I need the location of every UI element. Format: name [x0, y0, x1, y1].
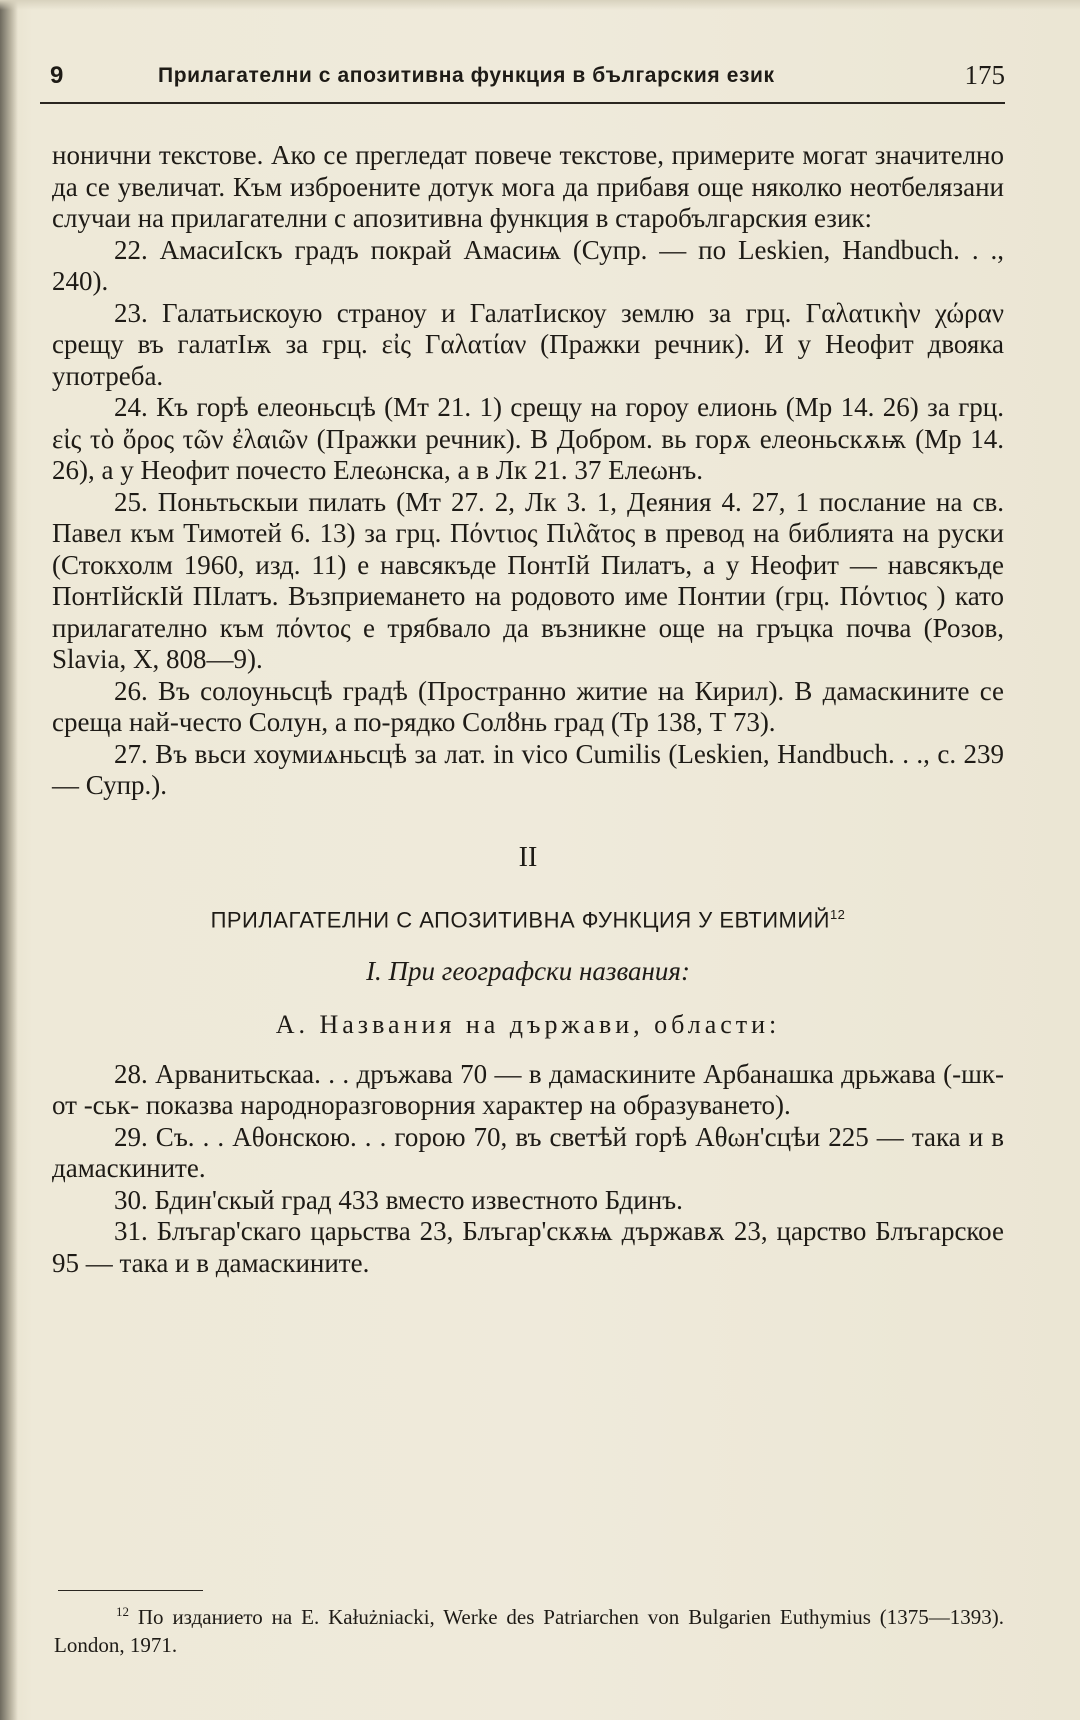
section-number: II [518, 841, 538, 873]
signature-number: 9 [50, 62, 64, 89]
section-title [52, 899, 1004, 936]
running-head [50, 58, 1005, 98]
example-26: 26. Въ солоуньсцѣ градѣ (Пространно житие на Кирил). В дамаскините се среща най-често Солун, а по-рядко Солȣнь град (Тр 138, Т 73). [52, 675, 1004, 737]
binding-shadow [0, 0, 18, 1720]
header-rule [40, 102, 1005, 104]
page-top-edge [0, 0, 1080, 10]
footnote-text: По изданието на E. Kałużniacki, Werke des Patriarchen von Bulgarien Euthymius (1375—1393). London, 1971. [54, 1605, 1005, 1657]
footnote-mark: 12 [116, 1604, 129, 1619]
example-27: 27. Въ вьси хоумиѧньсцѣ за лат. in vico Cumilis (Leskien, Handbuch. . ., с. 239 — Супр.). [52, 738, 1004, 800]
example-30: 30. Бдин'скый град 433 вместо известното Бдинъ. [114, 1184, 683, 1215]
footnote [54, 1598, 1004, 1659]
example-24: 24. Къ горѣ елеоньсцѣ (Мт 21. 1) срещу на гороу елионь (Мр 14. 26) за грц. εἰς τὸ ὄρος τῶν ἐλαιῶν (Пражки речник). В Добром. вь горѫ елеоньскѫѭ (Мр 14. 26), а у Неофит почесто Елеωнска, а в Лк 21. 37 Елеωнъ. [52, 392, 1004, 485]
subsection-heading: А. Названия на държави, области: [275, 1010, 781, 1040]
example-22: 22. АмасиIскъ градъ покрай Амасиѩ (Супр. — по Leskien, Handbuch. . ., 240). [52, 234, 1004, 296]
example-23: 23. Галатьискоую страноу и ГалатIискоу землю за грц. Γαλατικὴν χώραν срещу въ галатIѭ за грц. εἰς Γαλατίαν (Пражки речник). И у Неофит двояка употреба. [52, 297, 1004, 391]
footnote-rule [58, 1590, 203, 1591]
footnote-reference: 12 [829, 907, 846, 922]
main-text [52, 140, 1004, 1279]
page-number: 175 [964, 60, 1005, 90]
example-28: 28. Арванитьскаа. . . дръжава 70 — в дамаскините Арбанашка дрьжава (-шк- от -ськ- показва народноразговорния характер на образуването). [52, 1058, 1004, 1121]
subsection-title: I. При географски названия: [366, 955, 690, 986]
paragraph-continuation: нонични текстове. Ако се прегледат повече текстове, примерите могат значително да се увеличат. Към изброените дотук мога да прибавя още няколко неотбелязани случаи на прилагателни с апозитивна функция в старобългарския език: [52, 140, 1004, 233]
section-title-text: ПРИЛАГАТЕЛНИ С АПОЗИТИВНА ФУНКЦИЯ У ЕВТИМИЙ [210, 907, 830, 933]
example-25: 25. Поньтьскыи пилать (Мт 27. 2, Лк 3. 1, Деяния 4. 27, 1 послание на св. Павел към Тимотей 6. 13) за грц. Πόντιος Πιλᾶτος в превод на библията на руски (Стокхолм 1960, изд. 11) е навсякъде ПонтIй Пилатъ, а у Неофит — навсякъде ПонтIйскIй ПIлатъ. Възприемането на родовото име Понтии (грц. Πόντιος ) като прилагателно към πόντος е трябвало да възникне още на гръцка почва (Розов, Slavia, X, 808—9). [52, 486, 1004, 674]
example-31: 31. Блъгар'скаго царьства 23, Блъгар'скѫѩ държавѫ 23, царство Блъгарское 95 — така и в дамаскините. [52, 1216, 1004, 1278]
running-title: Прилагателни с апозитивна функция в българския език [158, 64, 775, 87]
example-29: 29. Съ. . . Аθонскою. . . горою 70, въ светѣй горѣ Аθωн'сцѣи 225 — така и в дамаскините. [52, 1121, 1004, 1184]
